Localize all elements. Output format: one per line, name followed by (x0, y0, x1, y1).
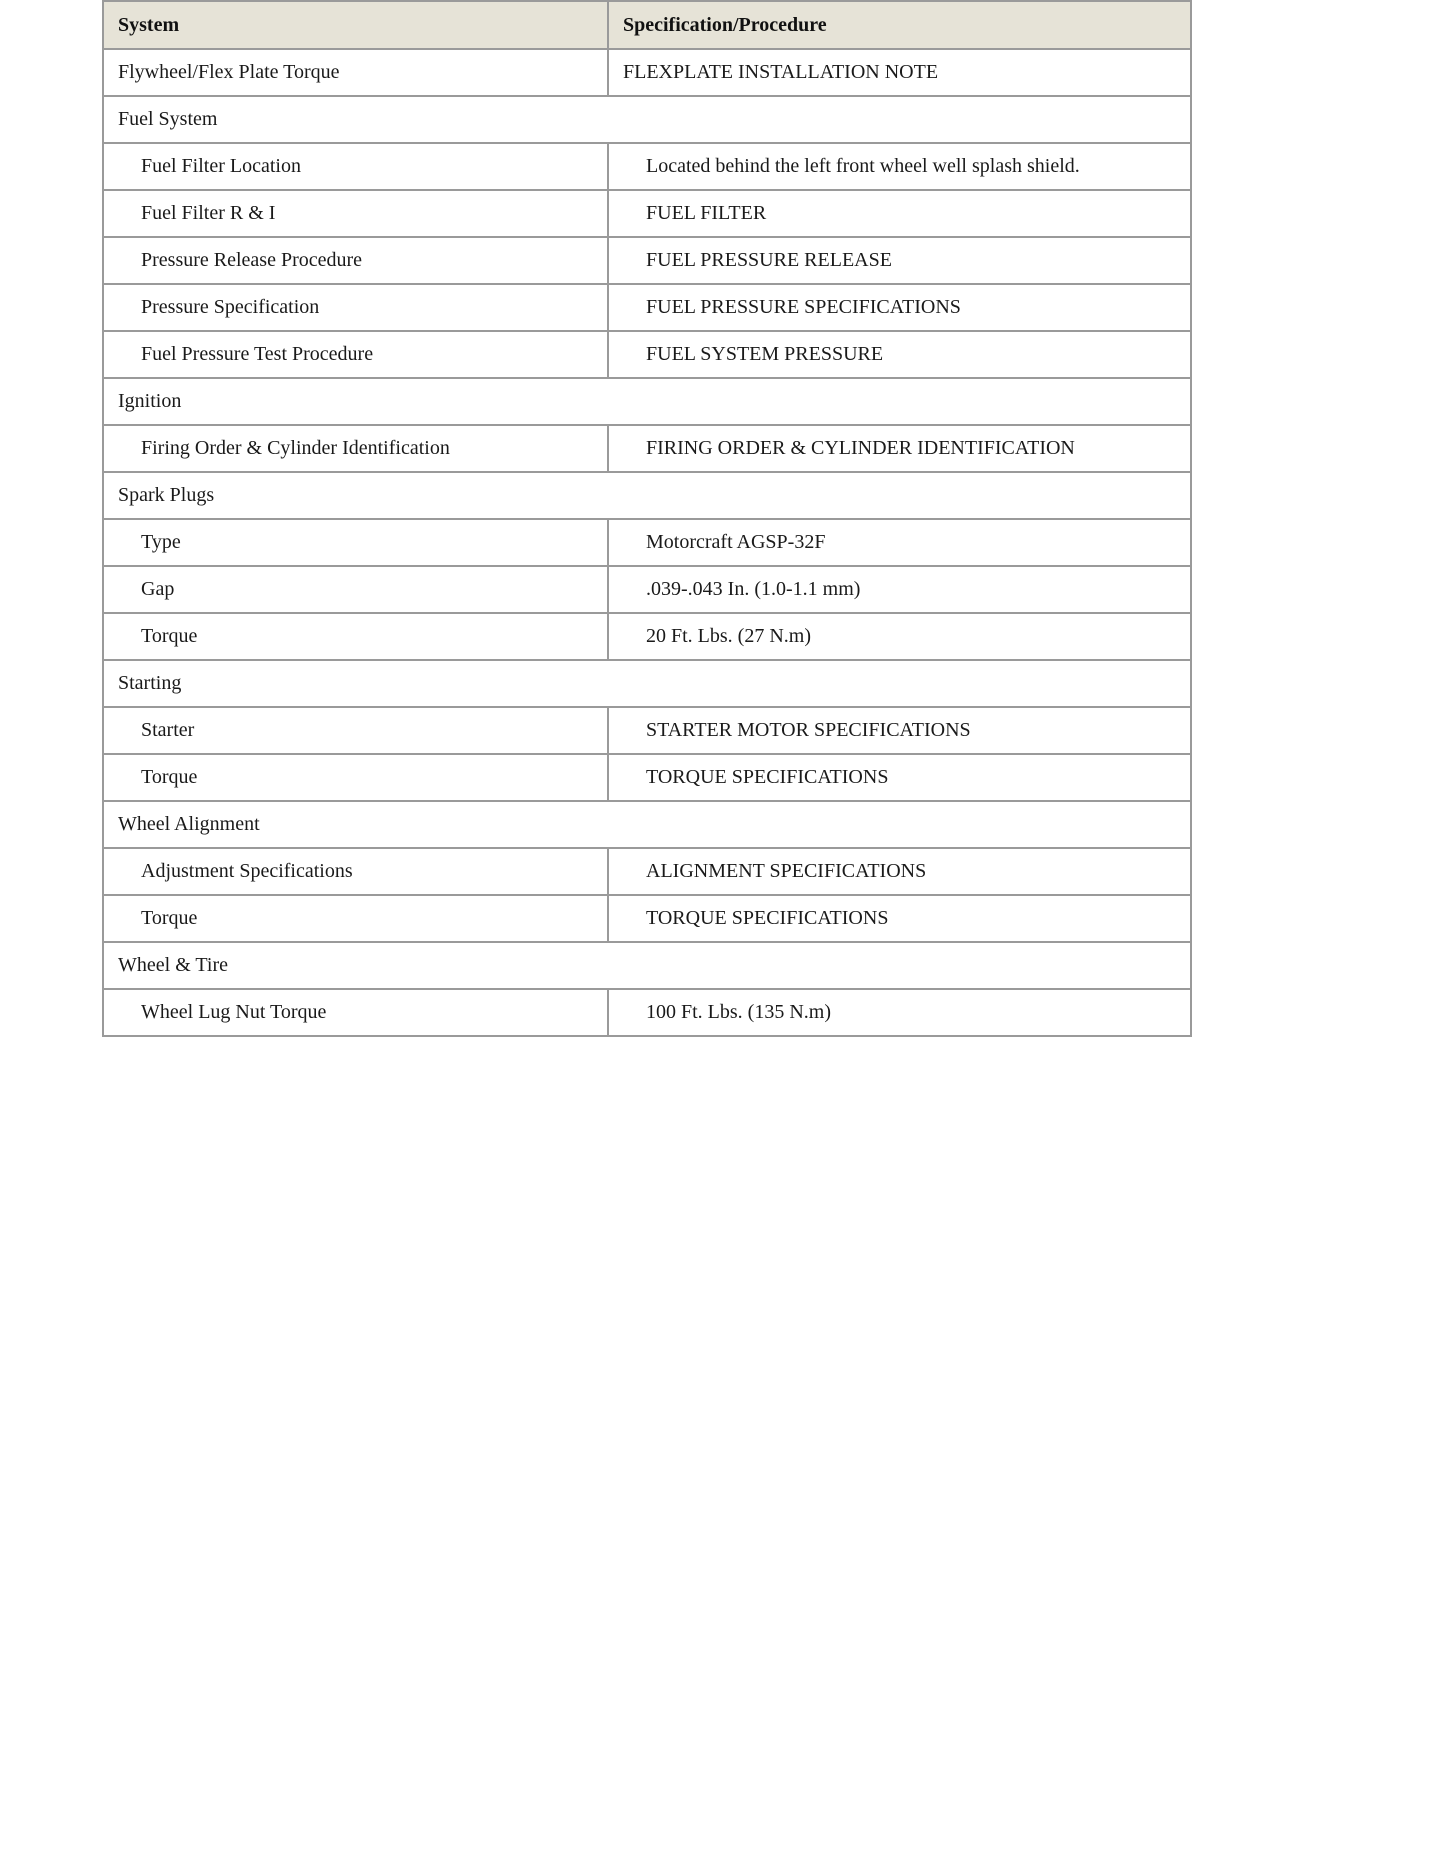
table-row (103, 989, 1191, 1036)
system-cell: Pressure Release Procedure (103, 237, 608, 284)
table-row (103, 707, 1191, 754)
table-row (103, 566, 1191, 613)
system-cell: Fuel Filter R & I (103, 190, 608, 237)
system-cell: Gap (103, 566, 608, 613)
specification-cell: TORQUE SPECIFICATIONS (608, 754, 1191, 801)
system-cell: Fuel Filter Location (103, 143, 608, 190)
section-row (103, 378, 1191, 425)
table-row (103, 284, 1191, 331)
specification-cell: Located behind the left front wheel well splash shield. (608, 143, 1191, 190)
table-row (103, 613, 1191, 660)
table-header-row (103, 1, 1191, 49)
section-row (103, 942, 1191, 989)
system-cell: Torque (103, 613, 608, 660)
section-title: Spark Plugs (103, 472, 1191, 519)
table-row (103, 519, 1191, 566)
system-cell: Fuel Pressure Test Procedure (103, 331, 608, 378)
table-row (103, 425, 1191, 472)
system-cell: Torque (103, 754, 608, 801)
specification-cell: STARTER MOTOR SPECIFICATIONS (608, 707, 1191, 754)
system-cell: Type (103, 519, 608, 566)
specification-cell: FLEXPLATE INSTALLATION NOTE (608, 49, 1191, 96)
specification-cell: .039-.043 In. (1.0-1.1 mm) (608, 566, 1191, 613)
section-row (103, 472, 1191, 519)
table-row (103, 848, 1191, 895)
section-title: Ignition (103, 378, 1191, 425)
section-title: Wheel Alignment (103, 801, 1191, 848)
system-cell: Adjustment Specifications (103, 848, 608, 895)
table-row (103, 754, 1191, 801)
system-cell: Pressure Specification (103, 284, 608, 331)
section-title: Starting (103, 660, 1191, 707)
system-cell: Torque (103, 895, 608, 942)
table-body (103, 49, 1191, 1036)
section-row (103, 96, 1191, 143)
specification-table (102, 0, 1192, 1037)
system-cell: Flywheel/Flex Plate Torque (103, 49, 608, 96)
table-row (103, 237, 1191, 284)
table-row (103, 331, 1191, 378)
system-cell: Firing Order & Cylinder Identification (103, 425, 608, 472)
specification-cell: Motorcraft AGSP-32F (608, 519, 1191, 566)
table-row (103, 143, 1191, 190)
table-row (103, 190, 1191, 237)
specification-cell: FUEL SYSTEM PRESSURE (608, 331, 1191, 378)
specification-cell: FUEL PRESSURE SPECIFICATIONS (608, 284, 1191, 331)
specification-cell: TORQUE SPECIFICATIONS (608, 895, 1191, 942)
section-row (103, 660, 1191, 707)
table-row (103, 49, 1191, 96)
section-title: Fuel System (103, 96, 1191, 143)
specification-cell: FUEL FILTER (608, 190, 1191, 237)
specification-cell: 100 Ft. Lbs. (135 N.m) (608, 989, 1191, 1036)
system-cell: Wheel Lug Nut Torque (103, 989, 608, 1036)
system-cell: Starter (103, 707, 608, 754)
specification-cell: FUEL PRESSURE RELEASE (608, 237, 1191, 284)
specification-cell: FIRING ORDER & CYLINDER IDENTIFICATION (608, 425, 1191, 472)
table-row (103, 895, 1191, 942)
specification-cell: 20 Ft. Lbs. (27 N.m) (608, 613, 1191, 660)
header-system: System (103, 1, 608, 49)
specification-cell: ALIGNMENT SPECIFICATIONS (608, 848, 1191, 895)
header-specification: Specification/Procedure (608, 1, 1191, 49)
section-title: Wheel & Tire (103, 942, 1191, 989)
section-row (103, 801, 1191, 848)
